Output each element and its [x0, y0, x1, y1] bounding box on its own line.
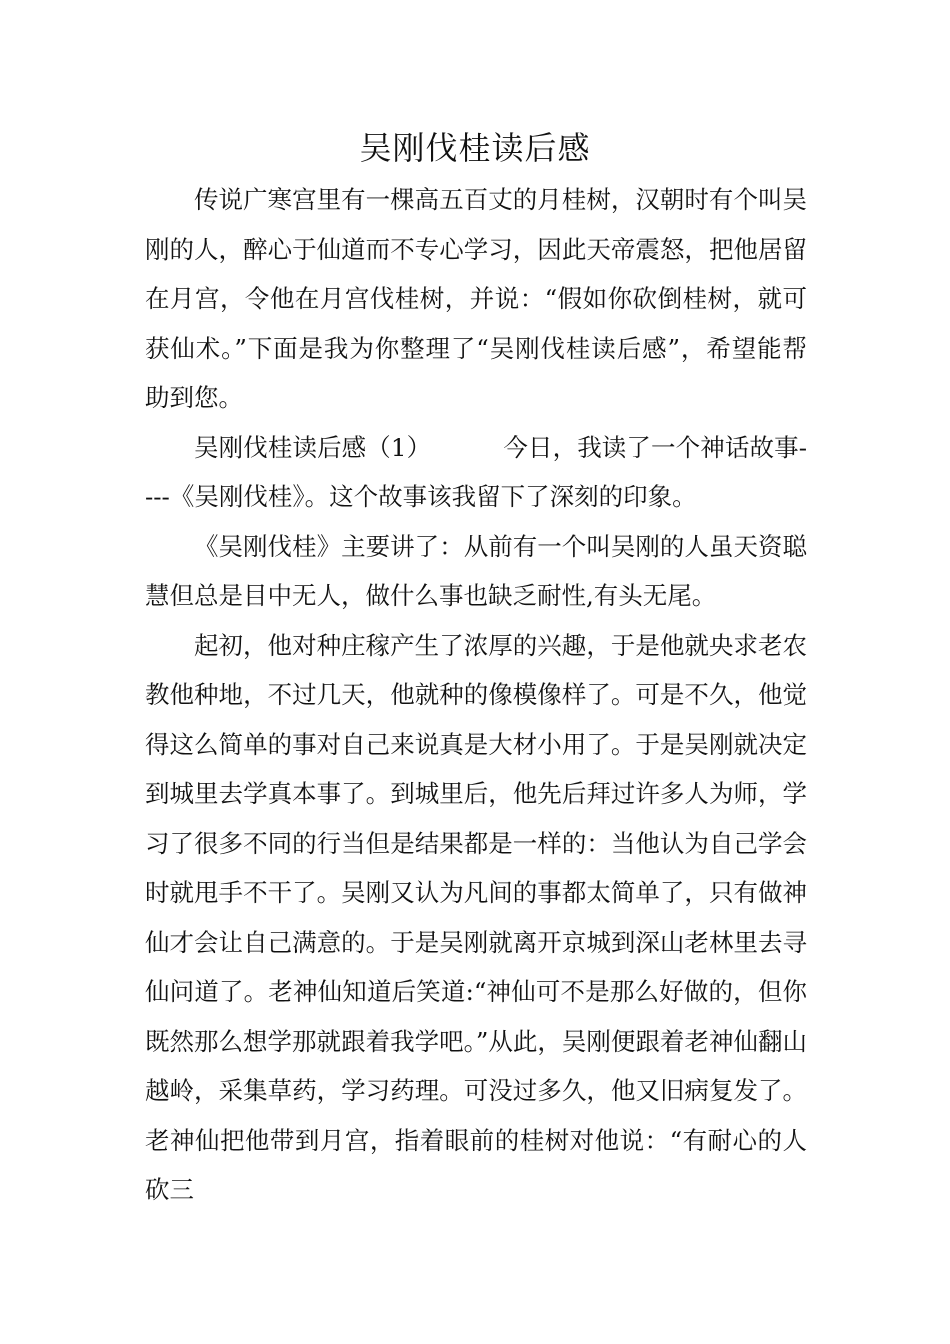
section-lead-text: 今日，我读了一个神话故 — [503, 432, 775, 462]
section-paragraph — [145, 423, 807, 522]
intro-paragraph: 传说广寒宫里有一棵高五百丈的月桂树，汉朝时有个叫吴刚的人，醉心于仙道而不专心学习，因此天帝震怒，把他居留在月宫，令他在月宫伐桂树，并说：“假如你砍倒桂树，就可获仙术。”下面是我为你整理了“吴刚伐桂读后感”，希望能帮助到您。 — [145, 185, 807, 412]
story-paragraph: 起初，他对种庄稼产生了浓厚的兴趣，于是他就央求老农教他种地，不过几天，他就种的像模像样了。可是不久，他觉得这么简单的事对自己来说真是大材小用了。于是吴刚就决定到城里去学真本事了。到城里后，他先后拜过许多人为师，学习了很多不同的行当但是结果都是一样的：当他认为自己学会时就甩手不干了。吴刚又认为凡间的事都太简单了，只有做神仙才会让自己满意的。于是吴刚就离开京城到深山老林里去寻仙问道了。老神仙知道后笑道:“神仙可不是那么好做的，但你既然那么想学那就跟着我学吧。”从此，吴刚便跟着老神仙翻山越岭，采集草药，学习药理。可没过多久，他又旧病复发了。老神仙把他带到月宫，指着眼前的桂树对他说：“有耐心的人砍三 — [145, 630, 807, 1204]
section-heading: 吴刚伐桂读后感（1） — [194, 432, 432, 462]
summary-paragraph: 《吴刚伐桂》主要讲了：从前有一个叫吴刚的人虽天资聪慧但总是目中无人，做什么事也缺乏耐性,有头无尾。 — [145, 531, 807, 610]
section-continuation-text: 事----《吴刚伐桂》。这个故事该我留下了深刻的印象。 — [145, 432, 808, 511]
document-body — [145, 175, 807, 1215]
document-title: 吴刚伐桂读后感 — [359, 129, 591, 167]
